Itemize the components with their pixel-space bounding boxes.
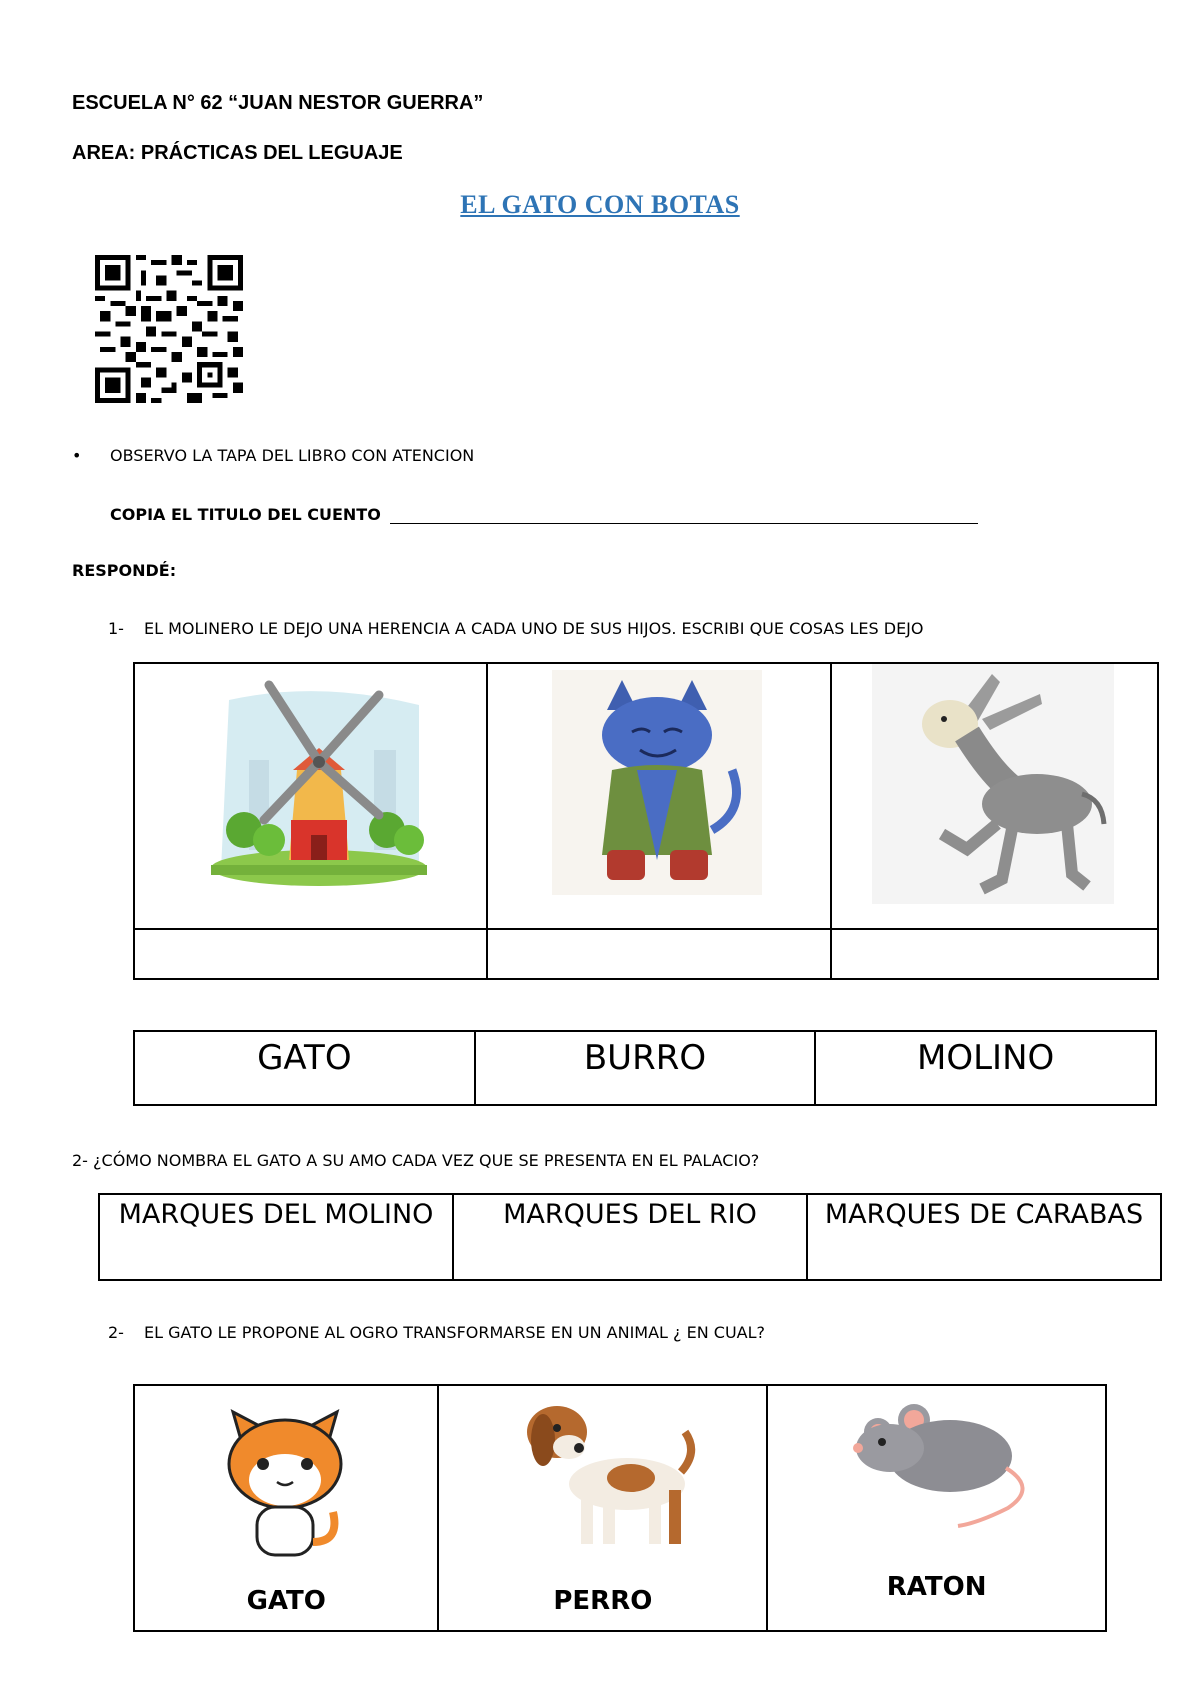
- dog-option-cell[interactable]: [438, 1385, 767, 1631]
- option-marques-de-carabas[interactable]: MARQUES DE CARABAS: [807, 1194, 1161, 1280]
- cat-cell: [487, 663, 831, 929]
- option-burro[interactable]: BURRO: [475, 1031, 816, 1105]
- mouse-option-cell[interactable]: [767, 1385, 1106, 1631]
- cat-option-cell[interactable]: [134, 1385, 438, 1631]
- windmill-cell: [134, 663, 487, 929]
- q2-options: [98, 1193, 1162, 1281]
- option-marques-del-molino[interactable]: MARQUES DEL MOLINO: [99, 1194, 453, 1280]
- animal-label-gato: GATO: [246, 1586, 326, 1616]
- q1-image-table: [133, 662, 1159, 980]
- donkey-cell: [831, 663, 1158, 929]
- q1-word-options: [133, 1030, 1157, 1106]
- qr-code-image[interactable]: [90, 255, 248, 403]
- subject-area: AREA: PRÁCTICAS DEL LEGUAJE: [72, 142, 403, 164]
- observe-instruction: OBSERVO LA TAPA DEL LIBRO CON ATENCION: [110, 446, 475, 465]
- story-title: EL GATO CON BOTAS: [460, 190, 740, 219]
- option-gato[interactable]: GATO: [134, 1031, 475, 1105]
- animal-label-perro: PERRO: [553, 1586, 653, 1616]
- title-answer-line[interactable]: [390, 523, 978, 524]
- q1-text: EL MOLINERO LE DEJO UNA HERENCIA A CADA UNO DE SUS HIJOS. ESCRIBI QUE COSAS LES DEJO: [144, 619, 924, 638]
- q1-answer-cell-2[interactable]: [487, 929, 831, 979]
- option-marques-del-rio[interactable]: MARQUES DEL RIO: [453, 1194, 807, 1280]
- q1-answer-cell-1[interactable]: [134, 929, 487, 979]
- q3-text: EL GATO LE PROPONE AL OGRO TRANSFORMARSE EN UN ANIMAL ¿ EN CUAL?: [144, 1323, 766, 1342]
- option-molino[interactable]: MOLINO: [815, 1031, 1156, 1105]
- q3-number: 2-: [108, 1323, 124, 1342]
- windmill-image: [209, 670, 429, 890]
- animal-label-raton: RATON: [886, 1572, 987, 1602]
- q1-answer-cell-3[interactable]: [831, 929, 1158, 979]
- copy-title-instruction: COPIA EL TITULO DEL CUENTO: [110, 505, 381, 524]
- bullet: •: [72, 446, 82, 465]
- respond-heading: RESPONDÉ:: [72, 561, 177, 580]
- cat-with-boots-image: [552, 670, 762, 895]
- donkey-image: [872, 664, 1114, 904]
- school-name: ESCUELA N° 62 “JUAN NESTOR GUERRA”: [72, 92, 484, 114]
- cat-image: [215, 1392, 355, 1562]
- mouse-image: [838, 1398, 1038, 1528]
- q2-text: 2- ¿CÓMO NOMBRA EL GATO A SU AMO CADA VEZ QUE SE PRESENTA EN EL PALACIO?: [72, 1151, 760, 1170]
- dog-image: [509, 1392, 699, 1552]
- q1-number: 1-: [108, 619, 124, 638]
- q3-animal-table: [133, 1384, 1107, 1632]
